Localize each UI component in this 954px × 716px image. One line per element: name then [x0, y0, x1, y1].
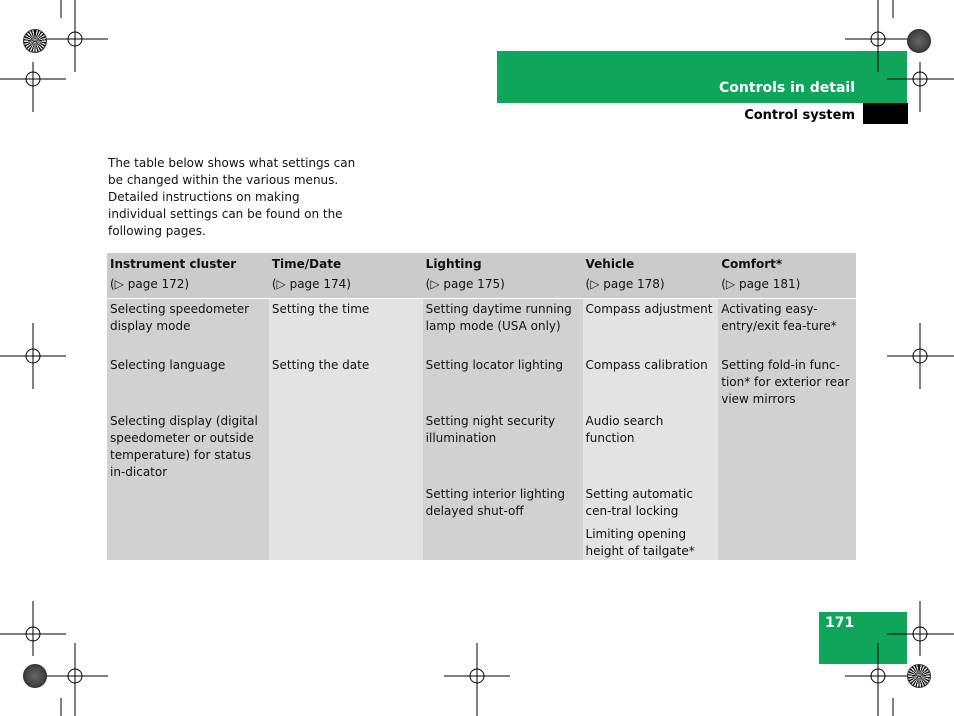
page-number: 171	[825, 615, 855, 631]
column-header-time-date: Time/Date	[269, 253, 423, 276]
page-ref-comfort: (▷ page 181)	[718, 276, 856, 299]
registration-rosette	[907, 29, 931, 53]
page-ref-instrument-cluster: (▷ page 172)	[107, 276, 269, 299]
table-cell: Setting fold-in func-tion* for exterior rear view mirrors	[718, 357, 856, 413]
table-cell: Setting locator lighting	[423, 357, 583, 413]
section-title: Controls in detail	[719, 80, 855, 96]
column-header-vehicle: Vehicle	[583, 253, 719, 276]
table-cell: Setting night security illumination	[423, 413, 583, 486]
registration-rosette	[907, 664, 931, 688]
table-cell: Compass adjustment	[583, 299, 719, 357]
page-ref-vehicle: (▷ page 178)	[583, 276, 719, 299]
table-cell: Compass calibration	[583, 357, 719, 413]
table-cell: Selecting display (digital speedometer or outside temperature) for status in-dicator	[107, 413, 269, 486]
table-cell: Selecting language	[107, 357, 269, 413]
registration-rosette	[23, 29, 47, 53]
column-header-instrument-cluster: Instrument cluster	[107, 253, 269, 276]
table-cell: Audio search function	[583, 413, 719, 486]
table-cell: Setting interior lighting delayed shut-off	[423, 486, 583, 526]
table-cell: Setting daytime running lamp mode (USA only)	[423, 299, 583, 357]
table-cell: Selecting speedometer display mode	[107, 299, 269, 357]
page-ref-time-date: (▷ page 174)	[269, 276, 423, 299]
intro-paragraph: The table below shows what settings can be changed within the various menus. Detailed instructions on making individual settings can be found on the following pages.	[108, 156, 356, 238]
table-cell: Limiting opening height of tailgate*	[583, 526, 719, 560]
registration-rosette	[23, 664, 47, 688]
column-header-comfort: Comfort*	[718, 253, 856, 276]
table-cell: Activating easy-entry/exit fea-ture*	[718, 299, 856, 357]
table-cell: Setting the date	[269, 357, 423, 413]
table-cell: Setting automatic cen-tral locking	[583, 486, 719, 526]
page-ref-lighting: (▷ page 175)	[423, 276, 583, 299]
column-header-lighting: Lighting	[423, 253, 583, 276]
table-cell: Setting the time	[269, 299, 423, 357]
subsection-title: Control system	[744, 108, 855, 123]
